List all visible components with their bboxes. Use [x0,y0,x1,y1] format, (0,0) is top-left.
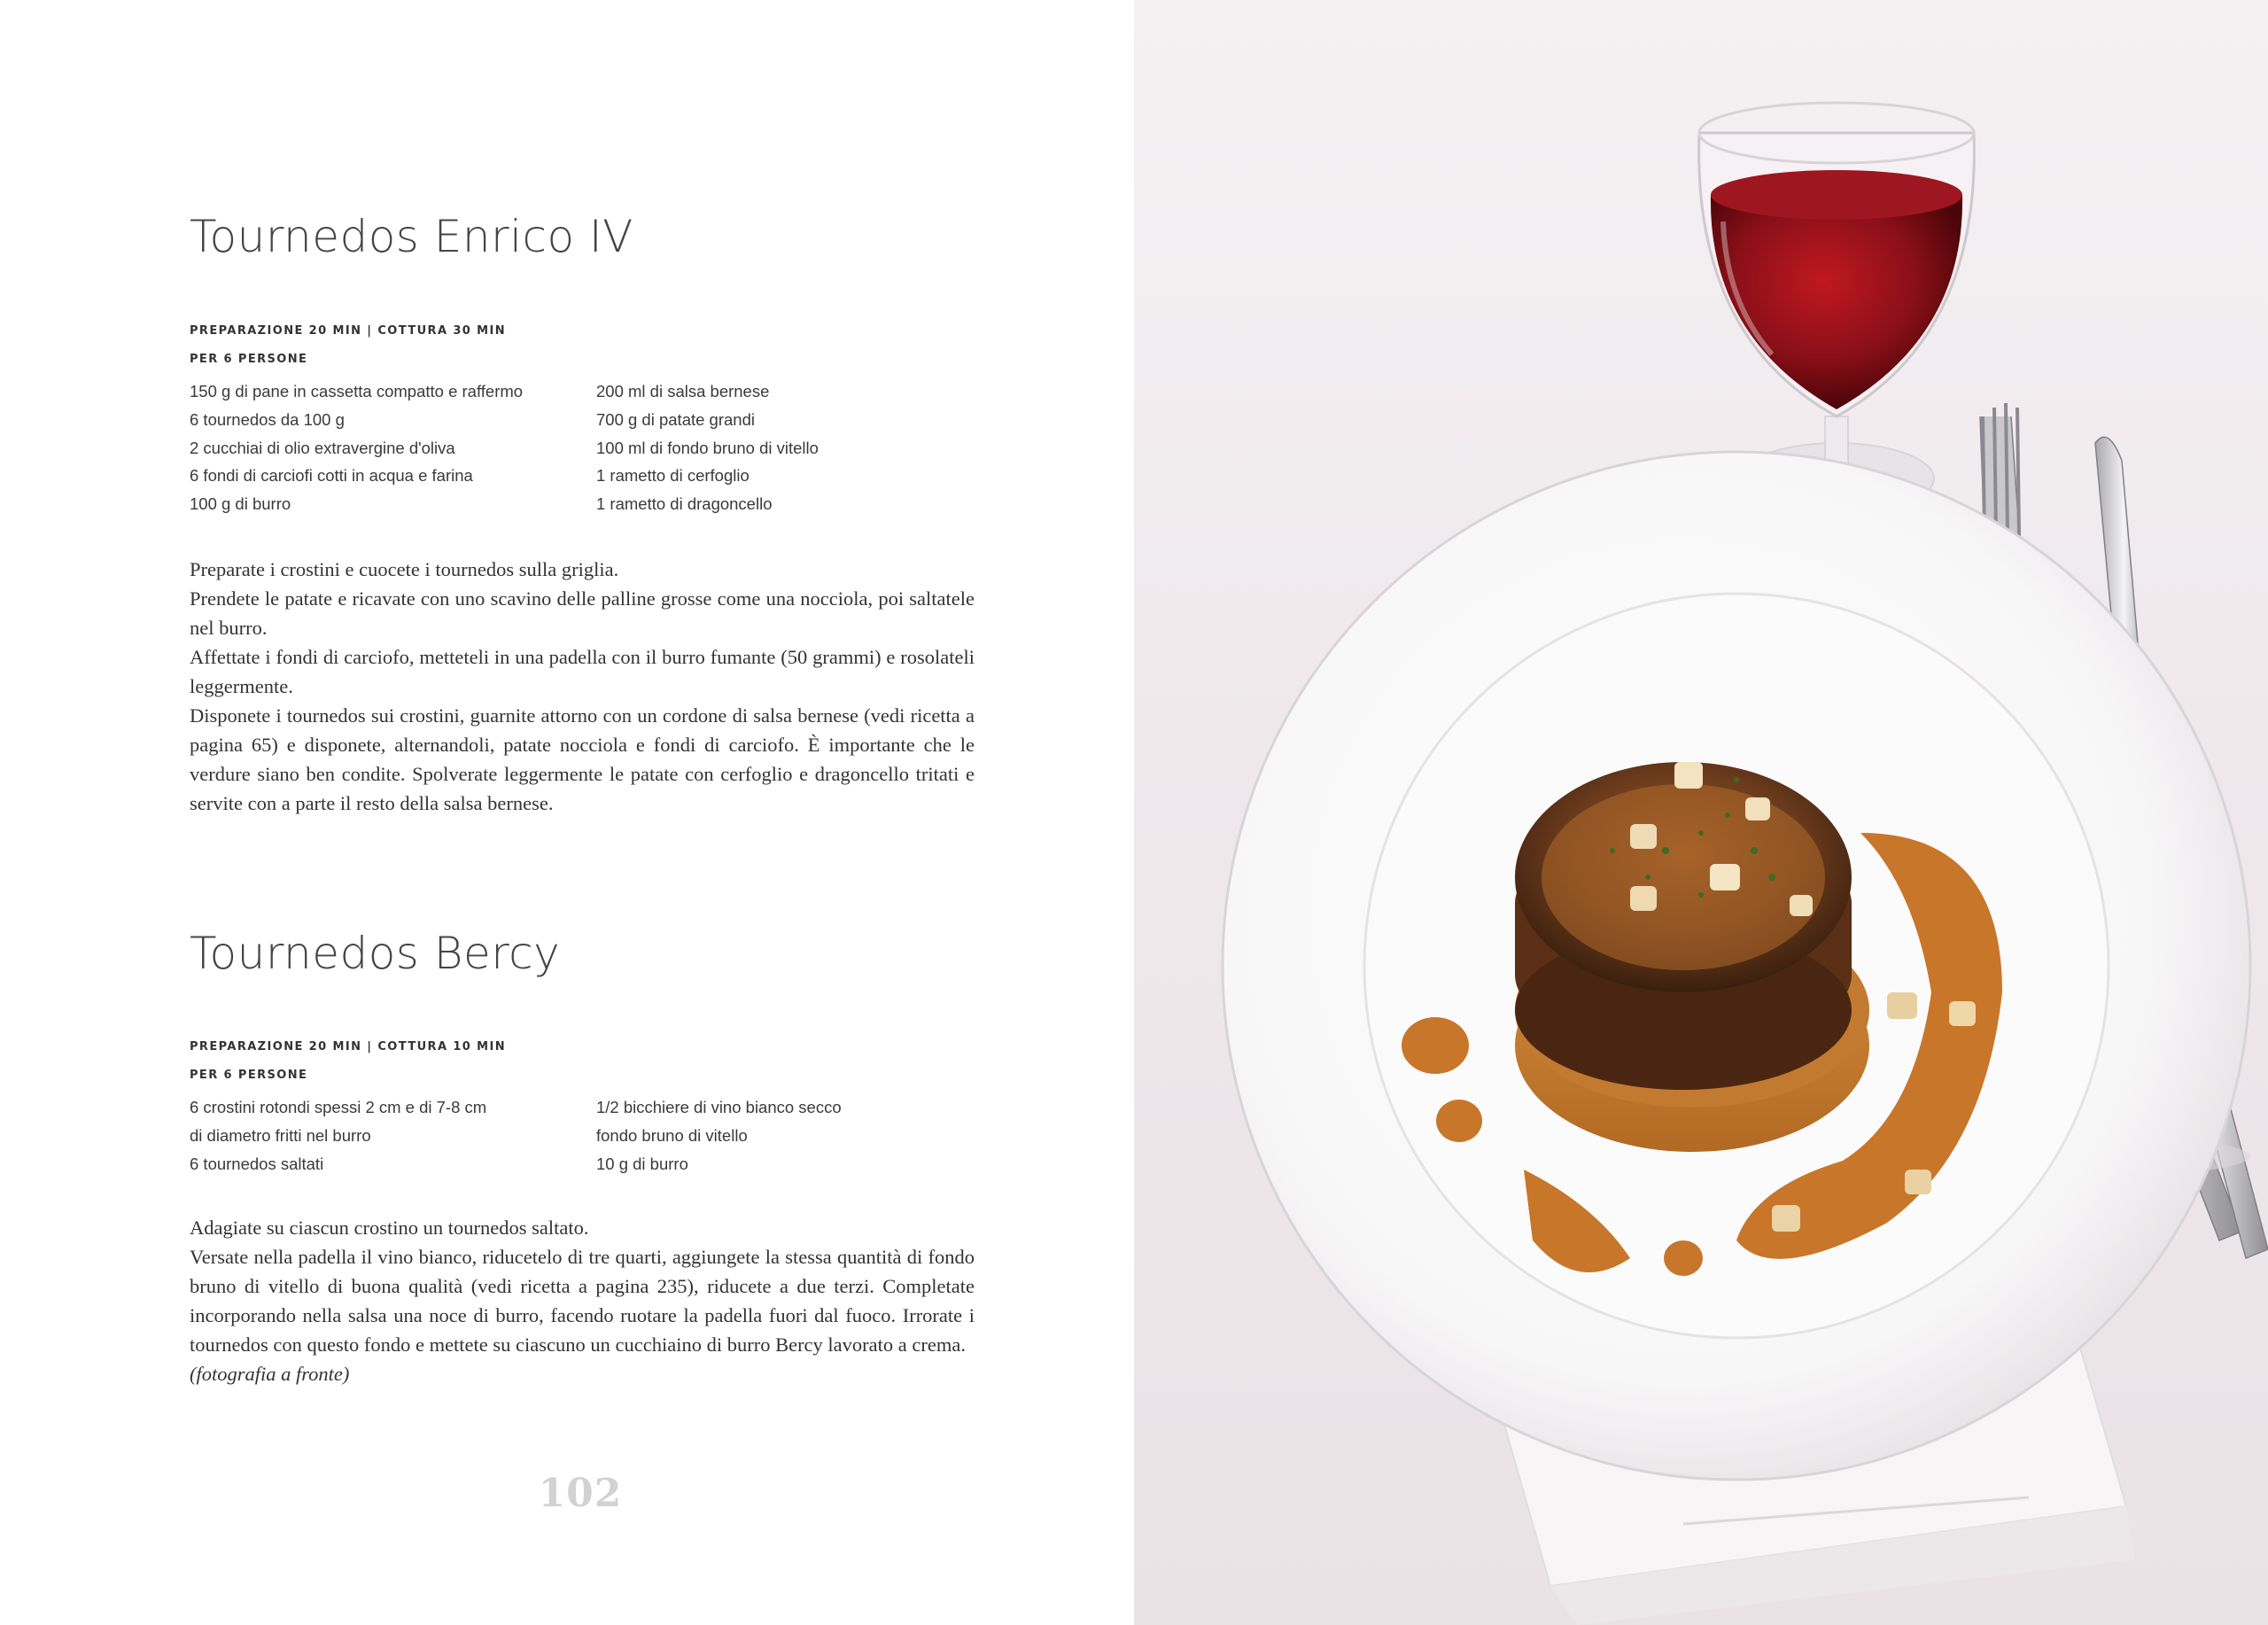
food-photo-illustration [1134,0,2268,1625]
recipe-serves: PER 6 PERSONE [190,353,308,366]
ingredient: di diametro fritti nel burro [190,1125,371,1145]
ingredient: 6 tournedos da 100 g [190,409,345,429]
ingredient: 1 rametto di cerfoglio [596,466,750,486]
ingredient: fondo bruno di vitello [596,1125,748,1145]
method-paragraph: Adagiate su ciascun crostino un tournedos saltato. [190,1217,589,1239]
ingredient: 150 g di pane in cassetta compatto e raffermo [190,382,524,400]
ingredient: 6 fondi di carciofi cotti in acqua e farina [190,466,473,486]
ingredient: 6 crostini rotondi spessi 2 cm e di 7-8 cm [190,1098,487,1116]
recipe-method [190,555,975,818]
ingredients-right [596,1093,842,1178]
ingredients-left [190,377,523,518]
ingredient: 200 ml di salsa bernese [596,382,770,400]
ingredient: 1 rametto di dragoncello [596,494,773,514]
ingredients-right [596,377,819,518]
photo-credit: (fotografia a fronte) [190,1363,350,1385]
ingredients-left [190,1093,486,1178]
ingredient: 1/2 bicchiere di vino bianco secco [596,1098,842,1116]
ingredient: 2 cucchiai di olio extravergine d'oliva [190,438,455,457]
recipe-timing: PREPARAZIONE 20 MIN | COTTURA 10 MIN [190,1040,507,1054]
ingredient: 6 tournedos saltati [190,1154,324,1173]
recipe-method [190,1213,975,1388]
recipe-title: Tournedos Enrico IV [190,211,633,262]
recipe-title: Tournedos Bercy [190,928,561,979]
method-paragraph: Disponete i tournedos sui crostini, guarnite attorno con un cordone di salsa bernese (vedi ricetta a pagina 65) e disponete, alternandoli, patate nocciola e fondi di carciofo. È importante che le verdure siano ben condite. Spolverate leggermente le patate con cerfoglio e dragoncello tritati e servite con a parte il resto della salsa bernese. [190,704,975,814]
ingredient: 100 g di burro [190,494,291,514]
recipe-serves: PER 6 PERSONE [190,1069,308,1082]
method-paragraph: Prendete le patate e ricavate con uno scavino delle palline grosse come una nocciola, poi saltatele nel burro. [190,587,975,639]
method-paragraph: Preparate i crostini e cuocete i tournedos sulla griglia. [190,558,619,580]
ingredient: 700 g di patate grandi [596,409,755,429]
food-photo [1134,0,2268,1625]
page-number: 102 [538,1471,623,1516]
ingredient: 10 g di burro [596,1154,688,1173]
method-paragraph: Versate nella padella il vino bianco, riducetelo di tre quarti, aggiungete la stessa quantità di fondo bruno di vitello di buona qualità (vedi ricetta a pagina 235), riducete a due terzi. Completate incorporando nella salsa una noce di burro, facendo ruotare la padella fuori dal fuoco. Irrorate i tournedos con questo fondo e mettete su ciascuno un cucchiaino di burro Bercy lavorato a crema. [190,1246,975,1356]
ingredient: 100 ml di fondo bruno di vitello [596,438,819,457]
recipe-timing: PREPARAZIONE 20 MIN | COTTURA 30 MIN [190,324,507,338]
tournedos [1515,762,1852,1090]
method-paragraph: Affettate i fondi di carciofo, metteteli in una padella con il burro fumante (50 grammi) e rosolateli leggermente. [190,646,975,697]
